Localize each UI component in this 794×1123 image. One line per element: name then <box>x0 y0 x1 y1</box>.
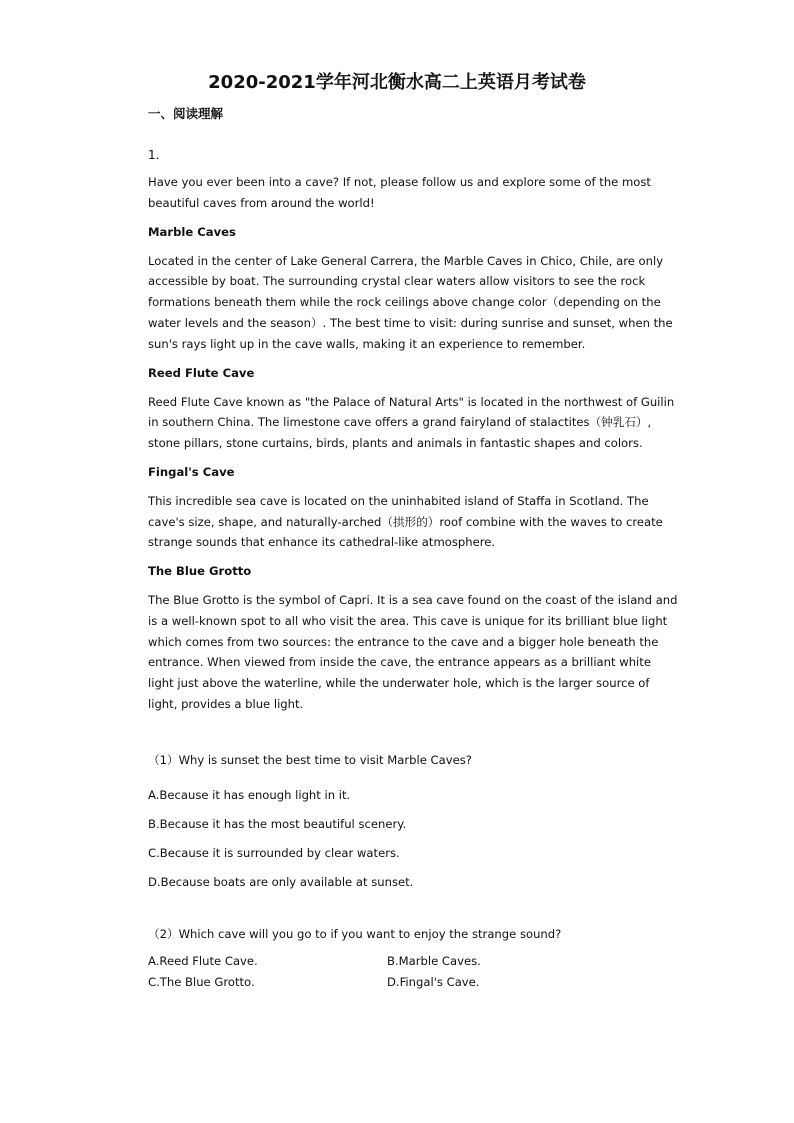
question-2-prompt: （2）Which cave will you go to if you want to enjoy the strange sound? <box>148 927 562 941</box>
passage-heading-blue-grotto: The Blue Grotto <box>148 564 252 579</box>
passage-paragraph-reed-flute-cave: Reed Flute Cave known as "the Palace of Natural Arts" is located in the northwest of Guilin in southern China. The limestone cave offers a grand fairyland of stalactites（钟乳石）, stone pillars, stone curtains, birds, plants and animals in fantastic shapes and colors. <box>148 394 675 450</box>
question-1-option-b: B.Because it has the most beautiful scenery. <box>148 817 407 831</box>
question-1-option-a: A.Because it has enough light in it. <box>148 788 351 802</box>
question-1-option-c: C.Because it is surrounded by clear waters. <box>148 846 400 860</box>
question-2-option-d: D.Fingal's Cave. <box>387 975 480 989</box>
question-2-option-b: B.Marble Caves. <box>387 954 481 968</box>
reading-passage <box>148 172 678 723</box>
passage-heading-reed-flute-cave: Reed Flute Cave <box>148 365 255 380</box>
question-1-option-d: D.Because boats are only available at sunset. <box>148 875 414 889</box>
passage-heading-marble-caves: Marble Caves <box>148 224 236 239</box>
passage-paragraph-fingals-cave: This incredible sea cave is located on the uninhabited island of Staffa in Scotland. The cave's size, shape, and naturally-arched（拱形的）roof combine with the waves to create strange sounds that enhance its cathedral-like atmosphere. <box>148 493 663 550</box>
passage-paragraph-marble-caves: Located in the center of Lake General Carrera, the Marble Caves in Chico, Chile, are only accessible by boat. The surrounding crystal clear waters allow visitors to see the rock formations beneath them while the rock ceilings above change color（depending on the water levels and the season）. The best time to visit: during sunrise and sunset, when the sun's rays light up in the cave walls, making it an experience to remember. <box>148 253 673 351</box>
passage-intro: Have you ever been into a cave? If not, please follow us and explore some of the most beautiful caves from around the world! <box>148 175 651 210</box>
passage-heading-fingals-cave: Fingal's Cave <box>148 464 235 479</box>
exam-title: 2020-2021学年河北衡水高二上英语月考试卷 <box>208 72 586 93</box>
section-title: 一、阅读理解 <box>148 106 224 121</box>
question-1-prompt: （1）Why is sunset the best time to visit Marble Caves? <box>148 753 472 767</box>
passage-paragraph-blue-grotto: The Blue Grotto is the symbol of Capri. It is a sea cave found on the coast of the island and is a well-known spot to all who visit the area. This cave is unique for its brilliant blue light which comes from two sources: the entrance to the cave and a bigger hole beneath the entrance. When viewed from inside the cave, the entrance appears as a brilliant white light just above the waterline, while the underwater hole, which is the larger source of light, provides a blue light. <box>148 593 678 711</box>
question-1-options <box>148 781 413 897</box>
question-2-option-a: A.Reed Flute Cave. <box>148 954 258 968</box>
question-2-option-c: C.The Blue Grotto. <box>148 975 255 989</box>
question-number: 1. <box>148 148 160 162</box>
